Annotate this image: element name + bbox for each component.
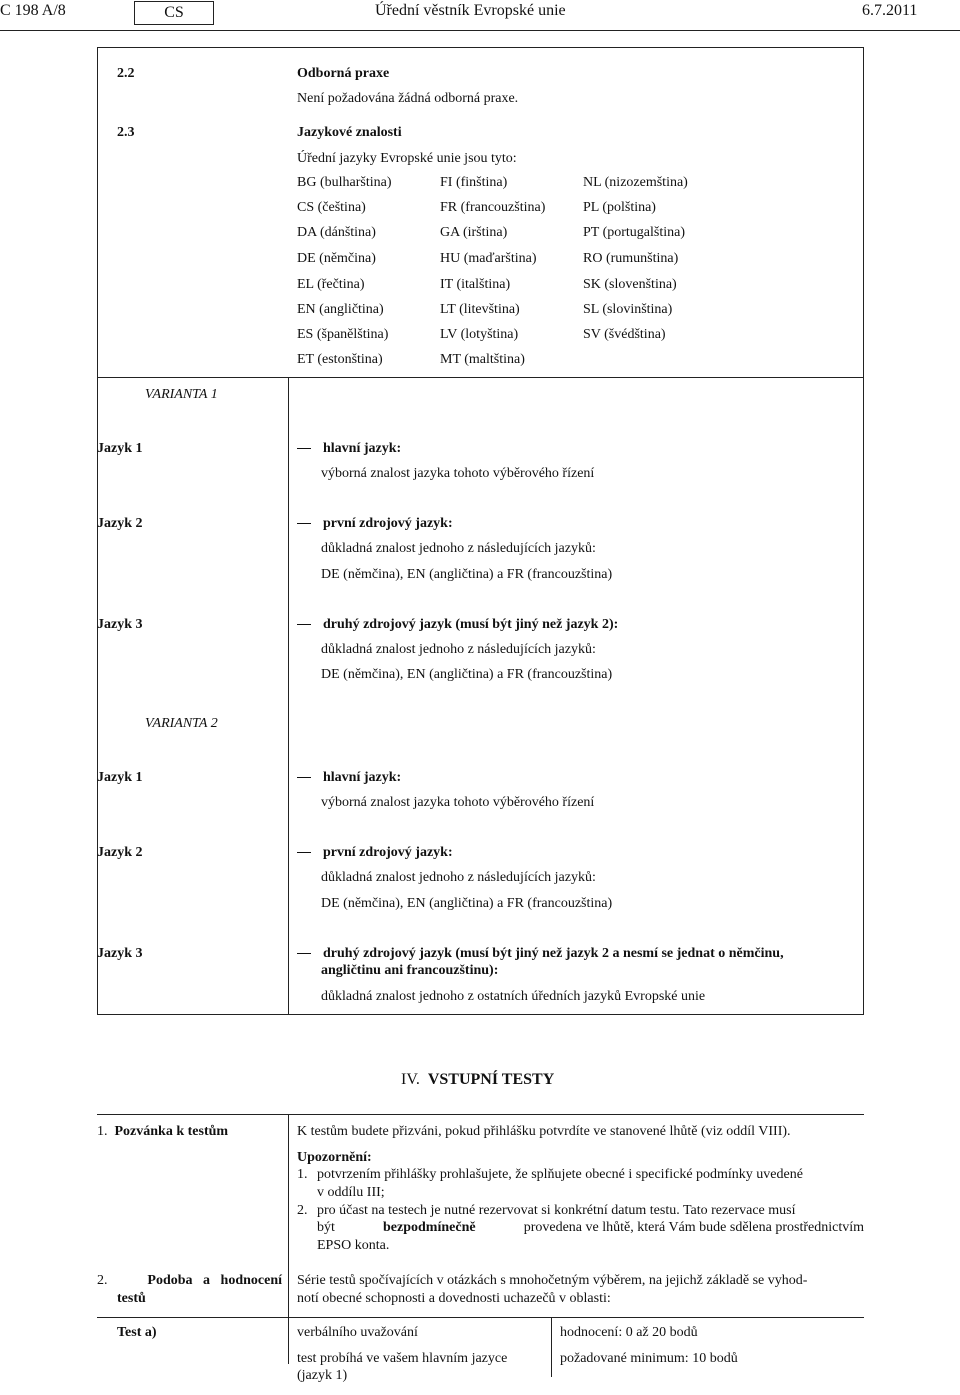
list-item: EN (angličtina) (297, 302, 384, 317)
issue-date: 6.7.2011 (862, 2, 918, 19)
row-text: Série testů spočívajících v otázkách s mnohočetným výběrem, na jejichž základě se vyhod- (297, 1273, 808, 1288)
list-item: ES (španělština) (297, 327, 389, 342)
test-name: verbálního uvažování (297, 1325, 418, 1340)
list-item: potvrzením přihlášky prohlašujete, že splňujete obecné i specifické podmínky uvedené (317, 1167, 803, 1182)
list-item: IT (italština) (440, 277, 511, 292)
table-bottom-rule (97, 1014, 864, 1015)
requirement-heading: druhý zdrojový jazyk (musí být jiný než jazyk 2 a nesmí se jednat o němčinu, (297, 946, 784, 962)
list-item: pro účast na testech je nutné rezervovat si konkrétní datum testu. Tato rezervace musí (317, 1203, 796, 1218)
variant-separator-rule (97, 377, 864, 378)
list-number: 2. (297, 1203, 308, 1218)
list-item: BG (bulharština) (297, 175, 392, 190)
requirement-text: důkladná znalost jednoho z následujících jazyků: (321, 642, 596, 657)
section-number: 2.3 (117, 125, 135, 140)
list-item: RO (rumunština) (583, 251, 679, 266)
list-item: FI (finština) (440, 175, 508, 190)
language-label: Jazyk 1 (97, 441, 143, 456)
list-item: MT (maltština) (440, 352, 525, 367)
test-language: test probíhá ve vašem hlavním jazyce (297, 1351, 508, 1366)
variant-column-rule (288, 377, 289, 1014)
list-item: EPSO konta. (317, 1238, 390, 1253)
requirement-text: DE (němčina), EN (angličtina) a FR (francouzština) (321, 567, 613, 582)
row-label: 1. Pozvánka k testům (97, 1124, 229, 1139)
list-item: FR (francouzština) (440, 200, 546, 215)
requirement-heading: hlavní jazyk: (297, 770, 401, 786)
row-label: 2. Podoba a hodnocení (97, 1273, 282, 1288)
requirement-text: důkladná znalost jednoho z následujících jazyků: (321, 870, 596, 885)
subtable-rule (97, 1317, 864, 1318)
chapter-heading: IV. VSTUPNÍ TESTY (401, 1071, 555, 1088)
list-item: ET (estonština) (297, 352, 383, 367)
list-item: DA (dánština) (297, 225, 376, 240)
language-label: Jazyk 2 (97, 845, 143, 860)
requirement-heading-cont: angličtinu ani francouzštinu): (321, 963, 499, 978)
list-item: být bezpodmínečně provedena ve lhůtě, která Vám bude sdělena prostřednictvím (317, 1220, 864, 1235)
row-label-cont: testů (117, 1291, 146, 1306)
list-item: SK (slovenština) (583, 277, 677, 292)
language-label: Jazyk 2 (97, 516, 143, 531)
list-item: EL (řečtina) (297, 277, 365, 292)
variant-title: VARIANTA 1 (145, 387, 218, 402)
list-item: GA (irština) (440, 225, 508, 240)
table-top-rule (97, 47, 864, 48)
requirement-heading: druhý zdrojový jazyk (musí být jiný než jazyk 2): (297, 617, 618, 633)
requirement-heading: hlavní jazyk: (297, 441, 401, 457)
journal-title: Úřední věstník Evropské unie (375, 2, 566, 19)
language-badge: CS (134, 1, 214, 25)
list-item: NL (nizozemština) (583, 175, 688, 190)
row-text: K testům budete přizváni, pokud přihlášku potvrdíte ve stanovené lhůtě (viz oddíl VIII). (297, 1124, 791, 1139)
tests-table-top-rule (97, 1114, 864, 1115)
list-item: LT (litevština) (440, 302, 520, 317)
test-score: hodnocení: 0 až 20 bodů (560, 1325, 698, 1340)
test-minimum: požadované minimum: 10 bodů (560, 1351, 738, 1366)
test-language-cont: (jazyk 1) (297, 1368, 348, 1383)
list-item: HU (maďarština) (440, 251, 537, 266)
language-label: Jazyk 3 (97, 617, 143, 632)
requirement-heading: první zdrojový jazyk: (297, 516, 453, 532)
requirement-text: důkladná znalost jednoho z ostatních úředních jazyků Evropské unie (321, 989, 706, 1004)
tests-column-rule (288, 1114, 289, 1364)
list-item: SV (švédština) (583, 327, 666, 342)
list-item: CS (čeština) (297, 200, 366, 215)
list-number: 1. (297, 1167, 308, 1182)
requirement-text: výborná znalost jazyka tohoto výběrového řízení (321, 795, 595, 810)
subtable-column-rule (551, 1317, 552, 1377)
header-rule (0, 30, 960, 31)
list-item: DE (němčina) (297, 251, 376, 266)
section-title: Jazykové znalosti (297, 125, 402, 140)
requirement-heading: první zdrojový jazyk: (297, 845, 453, 861)
list-item: PL (polština) (583, 200, 656, 215)
table-right-rule (863, 47, 864, 1014)
row-text: notí obecné schopnosti a dovednosti uchazečů v oblasti: (297, 1291, 611, 1306)
requirement-text: DE (němčina), EN (angličtina) a FR (francouzština) (321, 667, 613, 682)
warning-heading: Upozornění: (297, 1150, 372, 1165)
requirement-text: DE (němčina), EN (angličtina) a FR (francouzština) (321, 896, 613, 911)
journal-reference: C 198 A/8 (0, 2, 66, 19)
list-item: PT (portugalština) (583, 225, 686, 240)
list-item: v oddílu III; (317, 1185, 385, 1200)
language-label: Jazyk 1 (97, 770, 143, 785)
section-title: Odborná praxe (297, 66, 390, 81)
section-text: Není požadována žádná odborná praxe. (297, 91, 519, 106)
list-item: LV (lotyština) (440, 327, 519, 342)
language-label: Jazyk 3 (97, 946, 143, 961)
languages-intro: Úřední jazyky Evropské unie jsou tyto: (297, 151, 517, 166)
requirement-text: výborná znalost jazyka tohoto výběrového řízení (321, 466, 595, 481)
test-label: Test a) (117, 1325, 157, 1340)
variant-title: VARIANTA 2 (145, 716, 218, 731)
requirement-text: důkladná znalost jednoho z následujících jazyků: (321, 541, 596, 556)
list-item: SL (slovinština) (583, 302, 673, 317)
section-number: 2.2 (117, 66, 135, 81)
